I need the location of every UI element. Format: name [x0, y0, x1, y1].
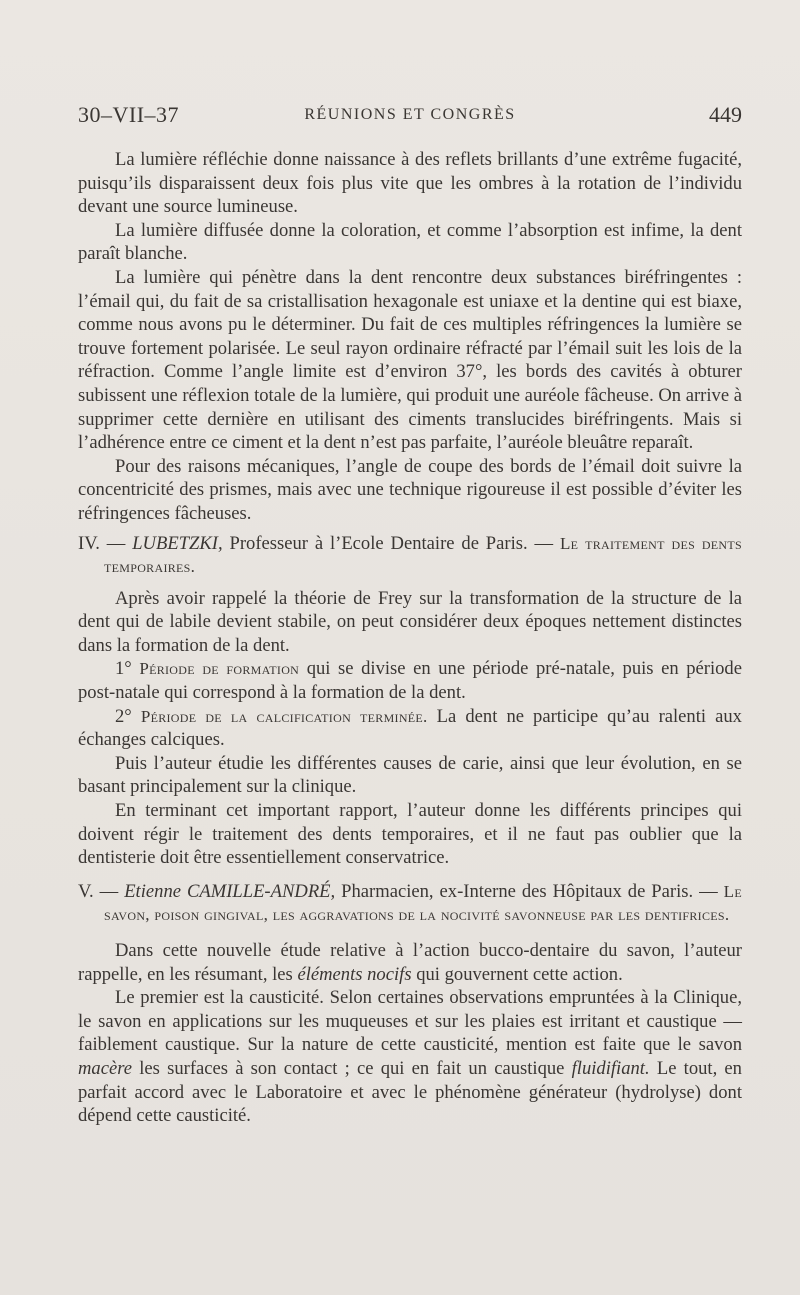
- paragraph-frey-theory: Après avoir rappelé la théorie de Frey sur la transformation de la structure de la dent qui de labile devient stabile, on peut considérer deux époques nettement distinctes dans la formation de la dent.: [78, 587, 742, 656]
- item-heading: Période de la calcification terminée.: [140, 706, 428, 726]
- section-iv-role: Professeur à l’Ecole Dentaire de Paris. —: [222, 532, 560, 554]
- paragraph-mechanical-reasons: Pour des raisons mécaniques, l’angle de coupe des bords de l’émail doit suivre la concentricité des prismes, mais avec une technique rigoureuse il est possible d’éviter les réfringences fâcheuses.: [78, 455, 742, 524]
- item-number: 2°: [115, 705, 141, 727]
- paragraph-conclusion-iv: En terminant cet important rapport, l’auteur donne les différents principes qui doivent régir le traitement des dents temporaires, et il ne faut pas oublier que la dentisterie doit être essentiellement conservatrice.: [78, 800, 742, 869]
- paragraph-causticity: [78, 986, 742, 1128]
- running-header: [78, 100, 742, 134]
- section-v-author: Etienne CAMILLE-ANDRÉ,: [124, 880, 336, 902]
- paragraph-diffused-light: La lumière diffusée donne la coloration, et comme l’absorption est infime, la dent paraît blanche.: [78, 219, 742, 265]
- item-heading: Période de formation: [139, 659, 300, 679]
- paragraph-period-formation: [78, 657, 742, 704]
- section-v-title: Le savon, poison gingival, les aggravations de la nocivité savonneuse par les dentifrices.: [104, 881, 742, 925]
- paragraph-period-calcification: [78, 705, 742, 752]
- section-iv-number: IV. —: [78, 532, 133, 554]
- text-run: les surfaces à son contact ; ce qui en fait un caustique: [132, 1057, 572, 1079]
- text-run: Dans cette nouvelle étude relative à l’action bucco-dentaire du savon, l’auteur rappelle, en les résumant, les: [78, 940, 742, 985]
- section-iv-author: LUBETZKI,: [132, 532, 223, 554]
- text-run: Le tout, en parfait accord avec le Laboratoire et avec le phénomène générateur (hydrolyse) dont dépend cette causticité.: [78, 1057, 742, 1127]
- text-run: Le premier est la causticité. Selon certaines observations empruntées à la Clinique, le savon en applications sur les muqueuses et sur les plaies est irritant et caustique — faiblement caustique. Sur la nature de cette causticité, mention est faite que le savon: [78, 987, 742, 1056]
- paragraph-caries-causes: Puis l’auteur étudie les différentes causes de carie, ainsi que leur évolution, en se basant principalement sur la clinique.: [78, 752, 742, 798]
- item-number: 1°: [115, 658, 140, 680]
- paragraph-penetrating-light: La lumière qui pénètre dans la dent rencontre deux substances biréfringentes : l’émail qui, du fait de sa cristallisation hexagonale est uniaxe et la dentine qui est biaxe, comme nous avons pu le déterminer. Du fait de ces multiples réfringences la lumière se trouve fortement polarisée. Le seul rayon ordinaire réfracté par l’émail suit les lois de la réfraction. Comme l’angle limite est d’environ 37°, les bords des cavités à obturer subissent une réflexion totale de la lumière, qui produit une auréole fâcheuse. On arrive à supprimer cette dernière en utilisant des ciments translucides biréfringents. Mais si l’adhérence entre ce ciment et la dent n’est pas parfaite, l’auréole bleuâtre reparaît.: [78, 266, 742, 454]
- section-v-number: V. —: [78, 880, 125, 902]
- text-run: qui gouvernent cette action.: [411, 963, 623, 985]
- emphasis-text: fluidifiant.: [571, 1057, 650, 1079]
- emphasis-text: macère: [78, 1057, 133, 1079]
- header-date: 30–VII–37: [78, 102, 180, 127]
- document-body: [78, 148, 742, 1128]
- section-iv-title: Le traitement des dents temporaires.: [104, 533, 742, 577]
- paragraph-soap-study: [78, 939, 742, 986]
- paragraph-reflected-light: La lumière réfléchie donne naissance à des reflets brillants d’une extrême fugacité, puisqu’ils disparaissent deux fois plus vite que les ombres à la rotation de l’individu devant une source lumineuse.: [78, 149, 742, 218]
- page-number: 449: [709, 102, 742, 127]
- section-v-heading: [78, 880, 742, 927]
- section-iv-heading: [78, 532, 742, 579]
- item-text: qui se divise en une période pré-natale, puis en période post-natale qui correspond à la formation de la dent.: [78, 658, 742, 704]
- section-v-role: Pharmacien, ex-Interne des Hôpitaux de Paris. —: [335, 880, 724, 902]
- emphasis-text: éléments nocifs: [297, 963, 412, 985]
- item-text: La dent ne participe qu’au ralenti aux échanges calciques.: [78, 705, 742, 751]
- header-section-title: RÉUNIONS ET CONGRÈS: [304, 106, 516, 123]
